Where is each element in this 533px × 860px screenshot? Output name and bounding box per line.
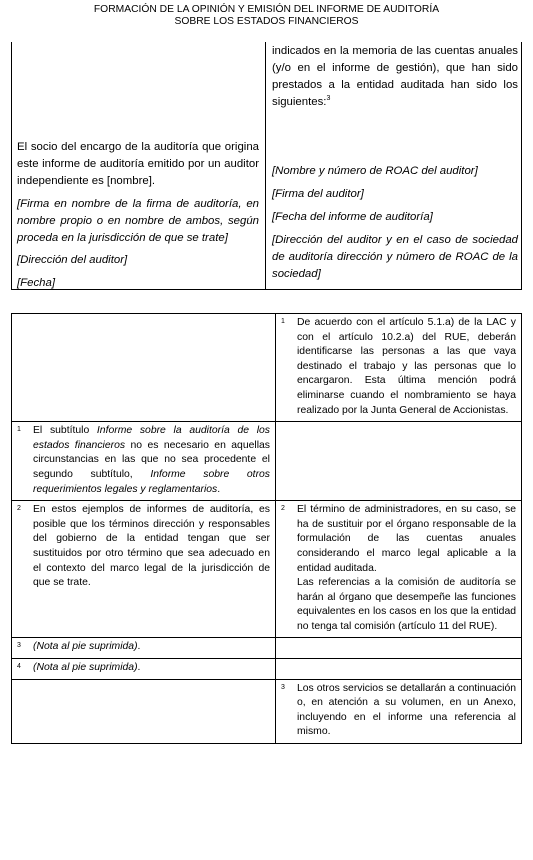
footnote-number: 2: [17, 505, 21, 513]
auditor-address-placeholder: [Dirección del auditor]: [17, 254, 128, 267]
table-row: [12, 422, 522, 501]
footnote-text: En estos ejemplos de informes de auditoría, es posible que los términos dirección y responsables del gobierno de la entidad tengan que ser sustituidos por otro término que sea adecuado en el contexto del marco legal de la jurisdicción de que se trate.: [33, 504, 270, 589]
footnote-right-1: [281, 316, 516, 418]
table-row: [12, 659, 522, 680]
header-line-1: FORMACIÓN DE LA OPINIÓN Y EMISIÓN DEL INFORME DE AUDITORÍA: [93, 4, 440, 15]
footnote-number: 3: [281, 683, 285, 691]
footnote-italic-title: Informe sobre otros requerimientos legales y reglamentarios: [33, 468, 270, 495]
table-cell-empty: [276, 422, 522, 501]
services-paragraph: [272, 43, 518, 111]
footnote-number: 4: [17, 663, 21, 671]
footnote-text: El término de administradores, en su caso, se ha de sustituir por el órgano responsable de la formulación de las cuentas anuales considerando el marco legal aplicable a la entidad auditada.: [297, 504, 516, 574]
table-cell: [12, 422, 276, 501]
footnote-text-part: no es necesario en aquellas circunstancias en las que no sea procedente el segundo subtítulo,: [33, 439, 270, 480]
table-cell: [12, 501, 276, 638]
header-line-2: SOBRE LOS ESTADOS FINANCIEROS: [174, 15, 359, 27]
footnote-ref-3: 3: [326, 94, 331, 102]
column-divider: [265, 42, 266, 289]
auditor-signature-placeholder: [Firma del auditor]: [272, 187, 364, 200]
table-cell: [276, 314, 522, 422]
footnote-text-part: .: [217, 483, 221, 495]
table-cell: [12, 638, 276, 659]
table-cell-empty: [12, 314, 276, 422]
footnote-text: [33, 424, 270, 497]
footnote-italic-title: Informe sobre la auditoría de los estados financieros: [33, 425, 270, 451]
left-signature-block: [17, 139, 259, 292]
table-cell: [12, 659, 276, 680]
table-cell-empty: [12, 679, 276, 743]
footnote-text: Las referencias a la comisión de auditoría se harán al órgano que desempeñe las funciones equivalentes en los casos en los que la entidad no tenga tal comisión (artículo 11 del RUE).: [297, 577, 516, 632]
table-row: [12, 314, 522, 422]
footnote-text: [33, 640, 270, 655]
report-date-placeholder: [Fecha del informe de auditoría]: [272, 210, 433, 223]
footnote-text-part: El subtítulo: [33, 425, 97, 437]
footnote-text: De acuerdo con el artículo 5.1.a) de la LAC y con el artículo 10.2.a) del RUE, deberán identificarse las personas a las que vaya destinado el trabajo y las personas que lo encargaron. Esta última mención podrá eliminarse cuando el nombramiento se haya realizado por la Junta General de Accionistas.: [297, 317, 516, 416]
footnote-text: Los otros servicios se detallarán a continuación o, en atención a su volumen, en un Anexo, incluyendo en el informe una referencia al mismo.: [297, 682, 516, 738]
table-cell: [276, 679, 522, 743]
footnote-number: 1: [17, 426, 21, 434]
footnote-suppressed: (Nota al pie suprimida): [33, 641, 138, 653]
report-signature-table: [11, 42, 522, 290]
table-row: [12, 638, 522, 659]
firm-signature-placeholder: [Firma en nombre de la firma de auditoría, en nombre propio o en nombre de ambos, según proceda en la jurisdicción de que se trate]: [17, 197, 259, 244]
table-row: [12, 679, 522, 743]
footnote-left-3: [17, 640, 270, 655]
footnote-number: 1: [281, 318, 285, 325]
table-cell: [276, 501, 522, 638]
table-cell-empty: [276, 659, 522, 680]
footnote-text: [33, 661, 270, 676]
footnote-left-4: [17, 661, 270, 676]
table-row: [12, 501, 522, 638]
footnote-number: 2: [281, 505, 285, 513]
footnote-text-part: .: [137, 641, 141, 653]
footnote-text-part: .: [137, 662, 141, 674]
right-signature-block: [272, 163, 518, 282]
footnotes-table: [11, 313, 522, 744]
footnote-left-1: [17, 424, 270, 497]
footnote-number: 3: [17, 642, 21, 650]
footnote-left-2: [17, 503, 270, 591]
table-cell-empty: [276, 638, 522, 659]
footnote-right-3: [281, 682, 516, 740]
page-header: [0, 4, 533, 27]
auditor-name-roac-placeholder: [Nombre y número de ROAC del auditor]: [272, 165, 478, 177]
engagement-partner-paragraph: El socio del encargo de la auditoría que origina este informe de auditoría emitido por un auditor independiente es [nombre].: [17, 141, 259, 187]
footnote-suppressed: (Nota al pie suprimida): [33, 662, 138, 674]
date-placeholder: [Fecha]: [17, 277, 55, 290]
auditor-company-address-placeholder: [Dirección del auditor y en el caso de sociedad de auditoría dirección y número de ROAC de la sociedad]: [272, 233, 518, 280]
services-text: indicados en la memoria de las cuentas anuales (y/o en el informe de gestión), que han sido prestados a la entidad auditada han sido los siguientes:: [272, 45, 518, 108]
footnote-right-2: [281, 503, 516, 634]
